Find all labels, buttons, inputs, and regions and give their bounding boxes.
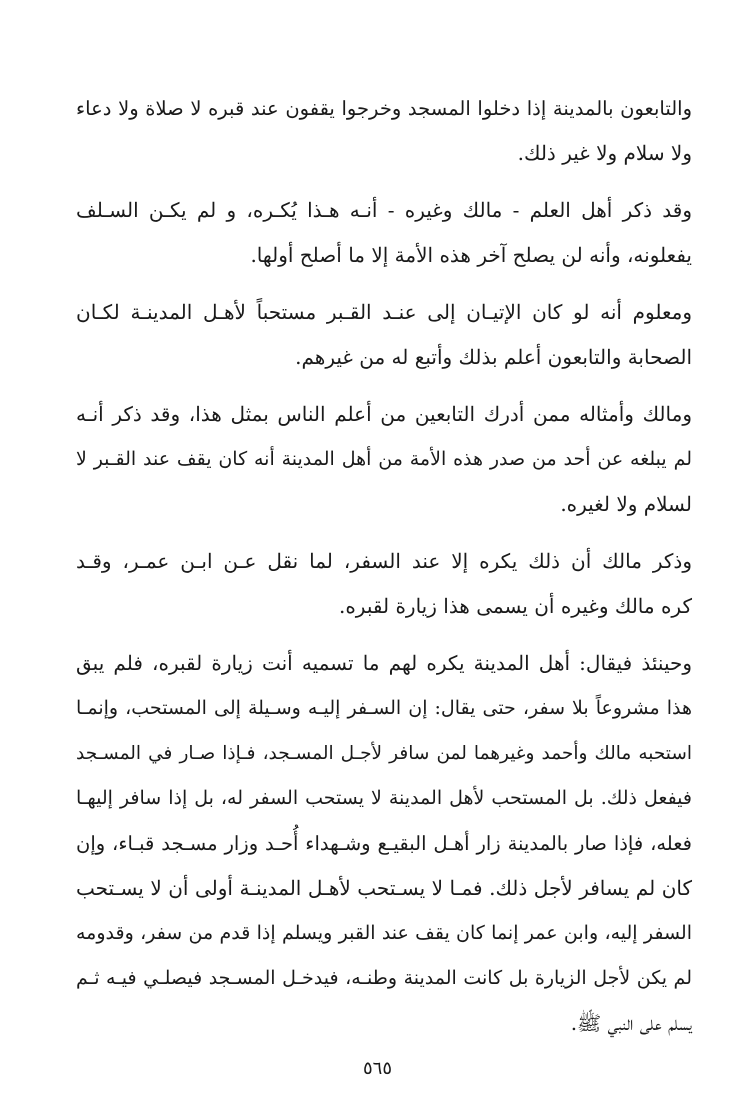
- text-line: كان لم يسافر لأجل ذلك. فمـا لا يسـتحب لأهـل المدينـة أولى أن لا يسـتحب: [76, 876, 692, 900]
- text-line: ولا سلام ولا غير ذلك.: [517, 141, 692, 165]
- paragraph-6: [76, 641, 692, 1046]
- text-line: السفر إليه، وابن عمر إنما كان يقف عند القبر ويسلم إذا قدم من سفر، وقدومه: [76, 922, 692, 944]
- text-line: لم يكن لأجل الزيارة بل كانت المدينة وطنـه، فيدخـل المسـجد فيصلـي فيـه ثـم: [76, 967, 692, 989]
- paragraph-1: [76, 86, 692, 176]
- text-line: هذا مشروعاً بلا سفر، حتى يقال: إن السـفر إليـه وسـيلة إلى المستحب، وإنمـا: [76, 697, 692, 719]
- text-line: والتابعون بالمدينة إذا دخلوا المسجد وخرجوا يقفون عند قبره لا صلاة ولا دعاء: [76, 97, 692, 120]
- text-line: وذكر مالك أن ذلك يكره إلا عند السفر، لما نقل عـن ابـن عمـر، وقـد: [76, 549, 692, 573]
- text-line: وقد ذكر أهل العلم - مالك وغيره - أنـه هـذا يُكـره، و لم يكـن السـلف: [76, 198, 692, 222]
- text-line: يفعلونه، وأنه لن يصلح آخر هذه الأمة إلا ما أصلح أولها.: [250, 243, 692, 267]
- text-line: الصحابة والتابعون أعلم بذلك وأتبع له من غيرهم.: [295, 345, 692, 369]
- text-line: ومالك وأمثاله ممن أدرك التابعين من أعلم الناس بمثل هذا، وقد ذكر أنـه: [76, 402, 692, 426]
- paragraph-3: [76, 290, 692, 380]
- text-line: فيفعل ذلك. بل المستحب لأهل المدينة لا يستحب السفر له، بل إذا سافر إليهـا: [76, 787, 692, 809]
- text-line: فعله، فإذا صار بالمدينة زار أهـل البقيـع وشـهداء أُحـد وزار مسـجد قبـاء، وإن: [76, 832, 692, 855]
- text-line: كره مالك وغيره أن يسمى هذا زيارة لقبره.: [338, 594, 692, 618]
- page-number: ٥٦٥: [362, 1058, 392, 1079]
- text-line: يسلم على النبي ﷺ.: [570, 1011, 692, 1035]
- text-line: لسلام ولا لغيره.: [560, 492, 692, 516]
- paragraph-4: [76, 392, 692, 527]
- text-line: وحينئذ فيقال: أهل المدينة يكره لهم ما تسميه أنت زيارة لقبره، فلم يبق: [76, 651, 692, 675]
- text-line: استحبه مالك وأحمد وغيرهما لمن سافر لأجـل المسـجد، فـإذا صـار في المسـجد: [76, 743, 692, 764]
- text-line: لم يبلغه عن أحد من صدر هذه الأمة من أهل المدينة أنه كان يقف عند القـبر لا: [76, 448, 692, 470]
- body-text: [76, 86, 692, 1058]
- paragraph-5: [76, 539, 692, 629]
- paragraph-2: [76, 188, 692, 278]
- text-line: ومعلوم أنه لو كان الإتيـان إلى عنـد القـبر مستحباً لأهـل المدينـة لكـان: [76, 300, 692, 324]
